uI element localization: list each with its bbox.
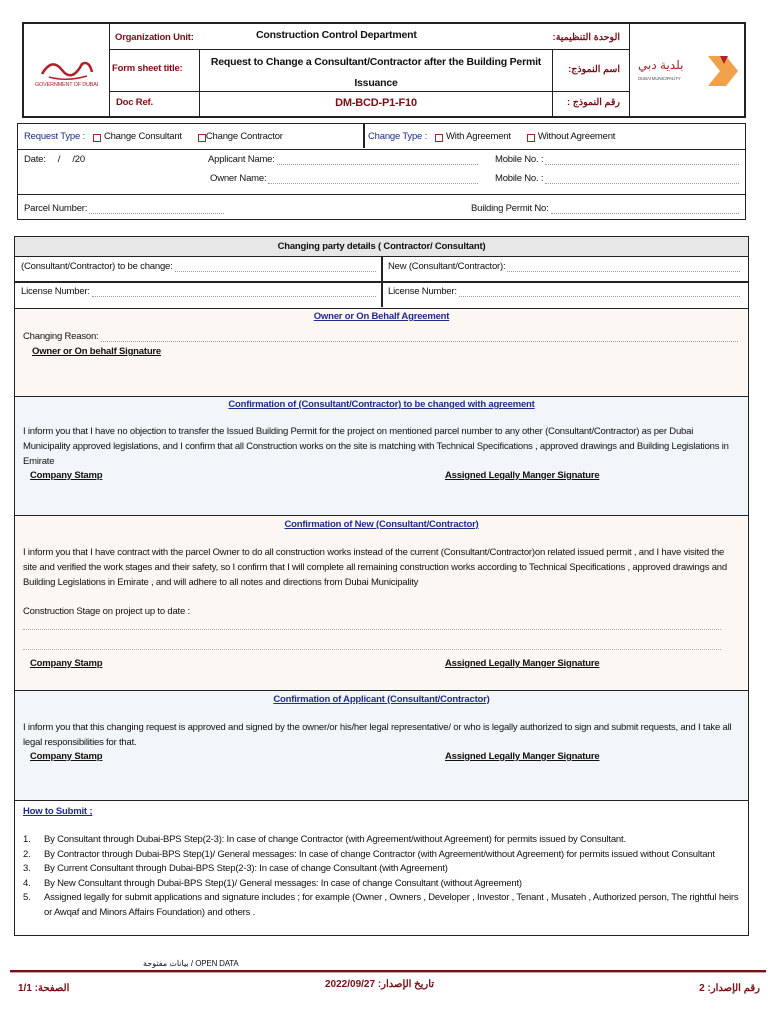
owner-name-field[interactable]: [268, 176, 478, 184]
page-number: الصفحة: 1/1: [18, 983, 70, 994]
applicant-block: [17, 149, 746, 195]
confirmation-old-section: [14, 396, 749, 516]
submit-steps-list: [23, 833, 742, 921]
dm-logo-arabic: بلدية دبي: [638, 58, 684, 72]
manager-signature-label: Assigned Legally Manger Signature: [445, 658, 600, 669]
without-agreement-checkbox[interactable]: [527, 134, 535, 142]
owner-agreement-title: Owner or On Behalf Agreement: [313, 311, 450, 322]
old-party-field[interactable]: [175, 264, 376, 272]
list-item: [23, 862, 742, 877]
doc-ref-label: Doc Ref.: [116, 97, 153, 108]
building-permit-field[interactable]: [551, 206, 739, 214]
applicant-mobile-field[interactable]: [545, 157, 739, 165]
dubai-municipality-logo: [636, 54, 741, 90]
form-title-label: Form sheet title:: [112, 63, 183, 74]
dm-logo-text: DUBAI MUNICIPALITY: [638, 76, 681, 81]
owner-mobile-field[interactable]: [545, 176, 739, 184]
request-type-label: Request Type :: [24, 131, 85, 142]
org-unit-label-ar: الوحدة التنظيمية:: [552, 32, 620, 43]
changing-party-table: [14, 236, 749, 309]
confirmation-new-title: Confirmation of New (Consultant/Contractor): [284, 519, 479, 530]
confirmation-old-title: Confirmation of (Consultant/Contractor) to be changed with agreement: [228, 399, 535, 410]
how-to-submit-title: How to Submit ;: [23, 806, 93, 817]
owner-agreement-section: [14, 308, 749, 397]
doc-ref-value: DM-BCD-P1-F10: [335, 97, 417, 109]
change-contractor-label: Change Contractor: [205, 131, 283, 142]
building-permit-label: Building Permit No:: [471, 203, 549, 214]
confirmation-new-section: [14, 515, 749, 691]
confirmation-applicant-text: I inform you that this changing request is approved and signed by the owner/or his/her legal representative/ or who is legally authorized to sign and submit requests, and I take all legal responsibilities for that.: [23, 722, 732, 748]
issue-date: تاريخ الإصدار: 2022/09/27: [325, 979, 435, 990]
footer-divider: [10, 970, 766, 973]
confirmation-applicant-section: [14, 690, 749, 801]
old-license-field[interactable]: [92, 289, 376, 297]
parcel-number-field[interactable]: [89, 206, 224, 214]
list-item: [23, 848, 742, 863]
with-agreement-checkbox[interactable]: [435, 134, 443, 142]
form-title-label-ar: اسم النموذج:: [568, 64, 620, 75]
company-stamp-label: Company Stamp: [30, 751, 103, 762]
item-text: Assigned legally for submit applications and signature includes ; for example (Owner , Owners , Developer , Investor , Tenant , Musateh , Authorized person, The rightful heirs or Awqaf and Minors Affairs Foundation) and others .: [44, 892, 739, 918]
company-stamp-label: Company Stamp: [30, 470, 103, 481]
change-consultant-checkbox[interactable]: [93, 134, 101, 142]
government-of-dubai-logo: [24, 24, 109, 116]
new-party-label: New (Consultant/Contractor):: [388, 261, 506, 272]
applicant-name-label: Applicant Name:: [208, 154, 275, 165]
owner-mobile-label: Mobile No. :: [495, 173, 544, 184]
changing-reason-label: Changing Reason:: [23, 331, 99, 342]
item-text: By Consultant through Dubai-BPS Step(2-3): In case of change Contractor (with Agreement/without Agreement) for permits issued by Consultant.: [44, 834, 626, 845]
construction-stage-line-2[interactable]: [23, 649, 721, 650]
with-agreement-label: With Agreement: [446, 131, 511, 142]
gov-calligraphy-icon: [37, 52, 97, 82]
change-consultant-label: Change Consultant: [103, 131, 182, 142]
confirmation-new-text: I inform you that I have contract with the parcel Owner to do all construction works instead of the current (Consultant/Contractor)on related issued permit , and I have visited the site and verified the work stages and their safety, so I confirm that I will complete all remaining construction works according to Technical Specifications , approved drawings and Building Legislations in Emirate , and will adhere to all notes and directions from Dubai Municipality: [23, 547, 727, 588]
change-type-label: Change Type :: [368, 131, 428, 142]
list-item: [23, 877, 742, 892]
confirmation-applicant-title: Confirmation of Applicant (Consultant/Contractor): [273, 694, 490, 705]
new-party-field[interactable]: [507, 264, 740, 272]
parcel-number-label: Parcel Number:: [24, 203, 88, 214]
owner-signature-label: Owner or On behalf Signature: [32, 346, 162, 357]
manager-signature-label: Assigned Legally Manger Signature: [445, 751, 600, 762]
manager-signature-label: Assigned Legally Manger Signature: [445, 470, 600, 481]
gov-logo-text: GOVERNMENT OF DUBAI: [34, 82, 99, 88]
company-stamp-label: Company Stamp: [30, 658, 103, 669]
parcel-block: [17, 194, 746, 220]
item-number: 5.: [23, 892, 31, 904]
list-item: [23, 891, 742, 920]
item-text: By Current Consultant through Dubai-BPS Step(2-3): In case of change Consultant (with Agreement): [44, 863, 448, 875]
item-number: 3.: [23, 863, 31, 875]
item-number: 4.: [23, 877, 31, 889]
construction-stage-line-1[interactable]: [23, 629, 721, 630]
open-data-label: بيانات مفتوحة / OPEN DATA: [143, 959, 239, 968]
owner-name-label: Owner Name:: [210, 173, 267, 184]
how-to-submit-section: [14, 800, 749, 936]
issue-number: رقم الإصدار: 2: [699, 983, 760, 994]
org-unit-value: Construction Control Department: [256, 29, 417, 41]
list-item: [23, 833, 742, 848]
old-license-label: License Number:: [21, 286, 90, 297]
item-text: By New Consultant through Dubai-BPS Step(1)/ General messages: In case of change Consultant (without Agreement): [44, 877, 522, 889]
doc-ref-label-ar: رقم النموذج :: [566, 97, 620, 108]
new-license-field[interactable]: [459, 289, 740, 297]
request-type-row: [17, 123, 746, 150]
changing-reason-field[interactable]: [101, 334, 739, 342]
applicant-mobile-label: Mobile No. :: [495, 154, 544, 165]
item-number: 1.: [23, 834, 31, 845]
dm-chevron-icon: [704, 54, 740, 88]
applicant-name-field[interactable]: [277, 157, 478, 165]
form-title-value: Request to Change a Consultant/Contractor after the Building Permit Issuance: [210, 56, 542, 89]
old-party-label: (Consultant/Contractor) to be change:: [21, 261, 173, 272]
date-field[interactable]: / /20: [57, 154, 85, 165]
confirmation-old-text: I inform you that I have no objection to transfer the Issued Building Permit for the project on mentioned parcel number to any other (Consultant/Contractor) as per Dubai Municipality approved legislations, and I confirm that all Construction works on the site is matching with Technical Specifications , approved drawings and Building Legislations in Emirate: [23, 426, 729, 467]
org-unit-label: Organization Unit:: [115, 32, 194, 43]
construction-stage-label: Construction Stage on project up to date :: [23, 606, 190, 617]
item-text: By Contractor through Dubai-BPS Step(1)/ General messages: In case of change Contractor (with Agreement/without Agreement) for permits issued without Consultant: [44, 848, 715, 860]
item-number: 2.: [23, 848, 31, 860]
header-table: [22, 22, 746, 118]
change-contractor-checkbox[interactable]: [198, 134, 206, 142]
changing-party-title: Changing party details ( Contractor/ Consultant): [15, 237, 748, 257]
date-label: Date:: [24, 154, 46, 165]
without-agreement-label: Without Agreement: [537, 131, 616, 142]
new-license-label: License Number:: [388, 286, 457, 297]
